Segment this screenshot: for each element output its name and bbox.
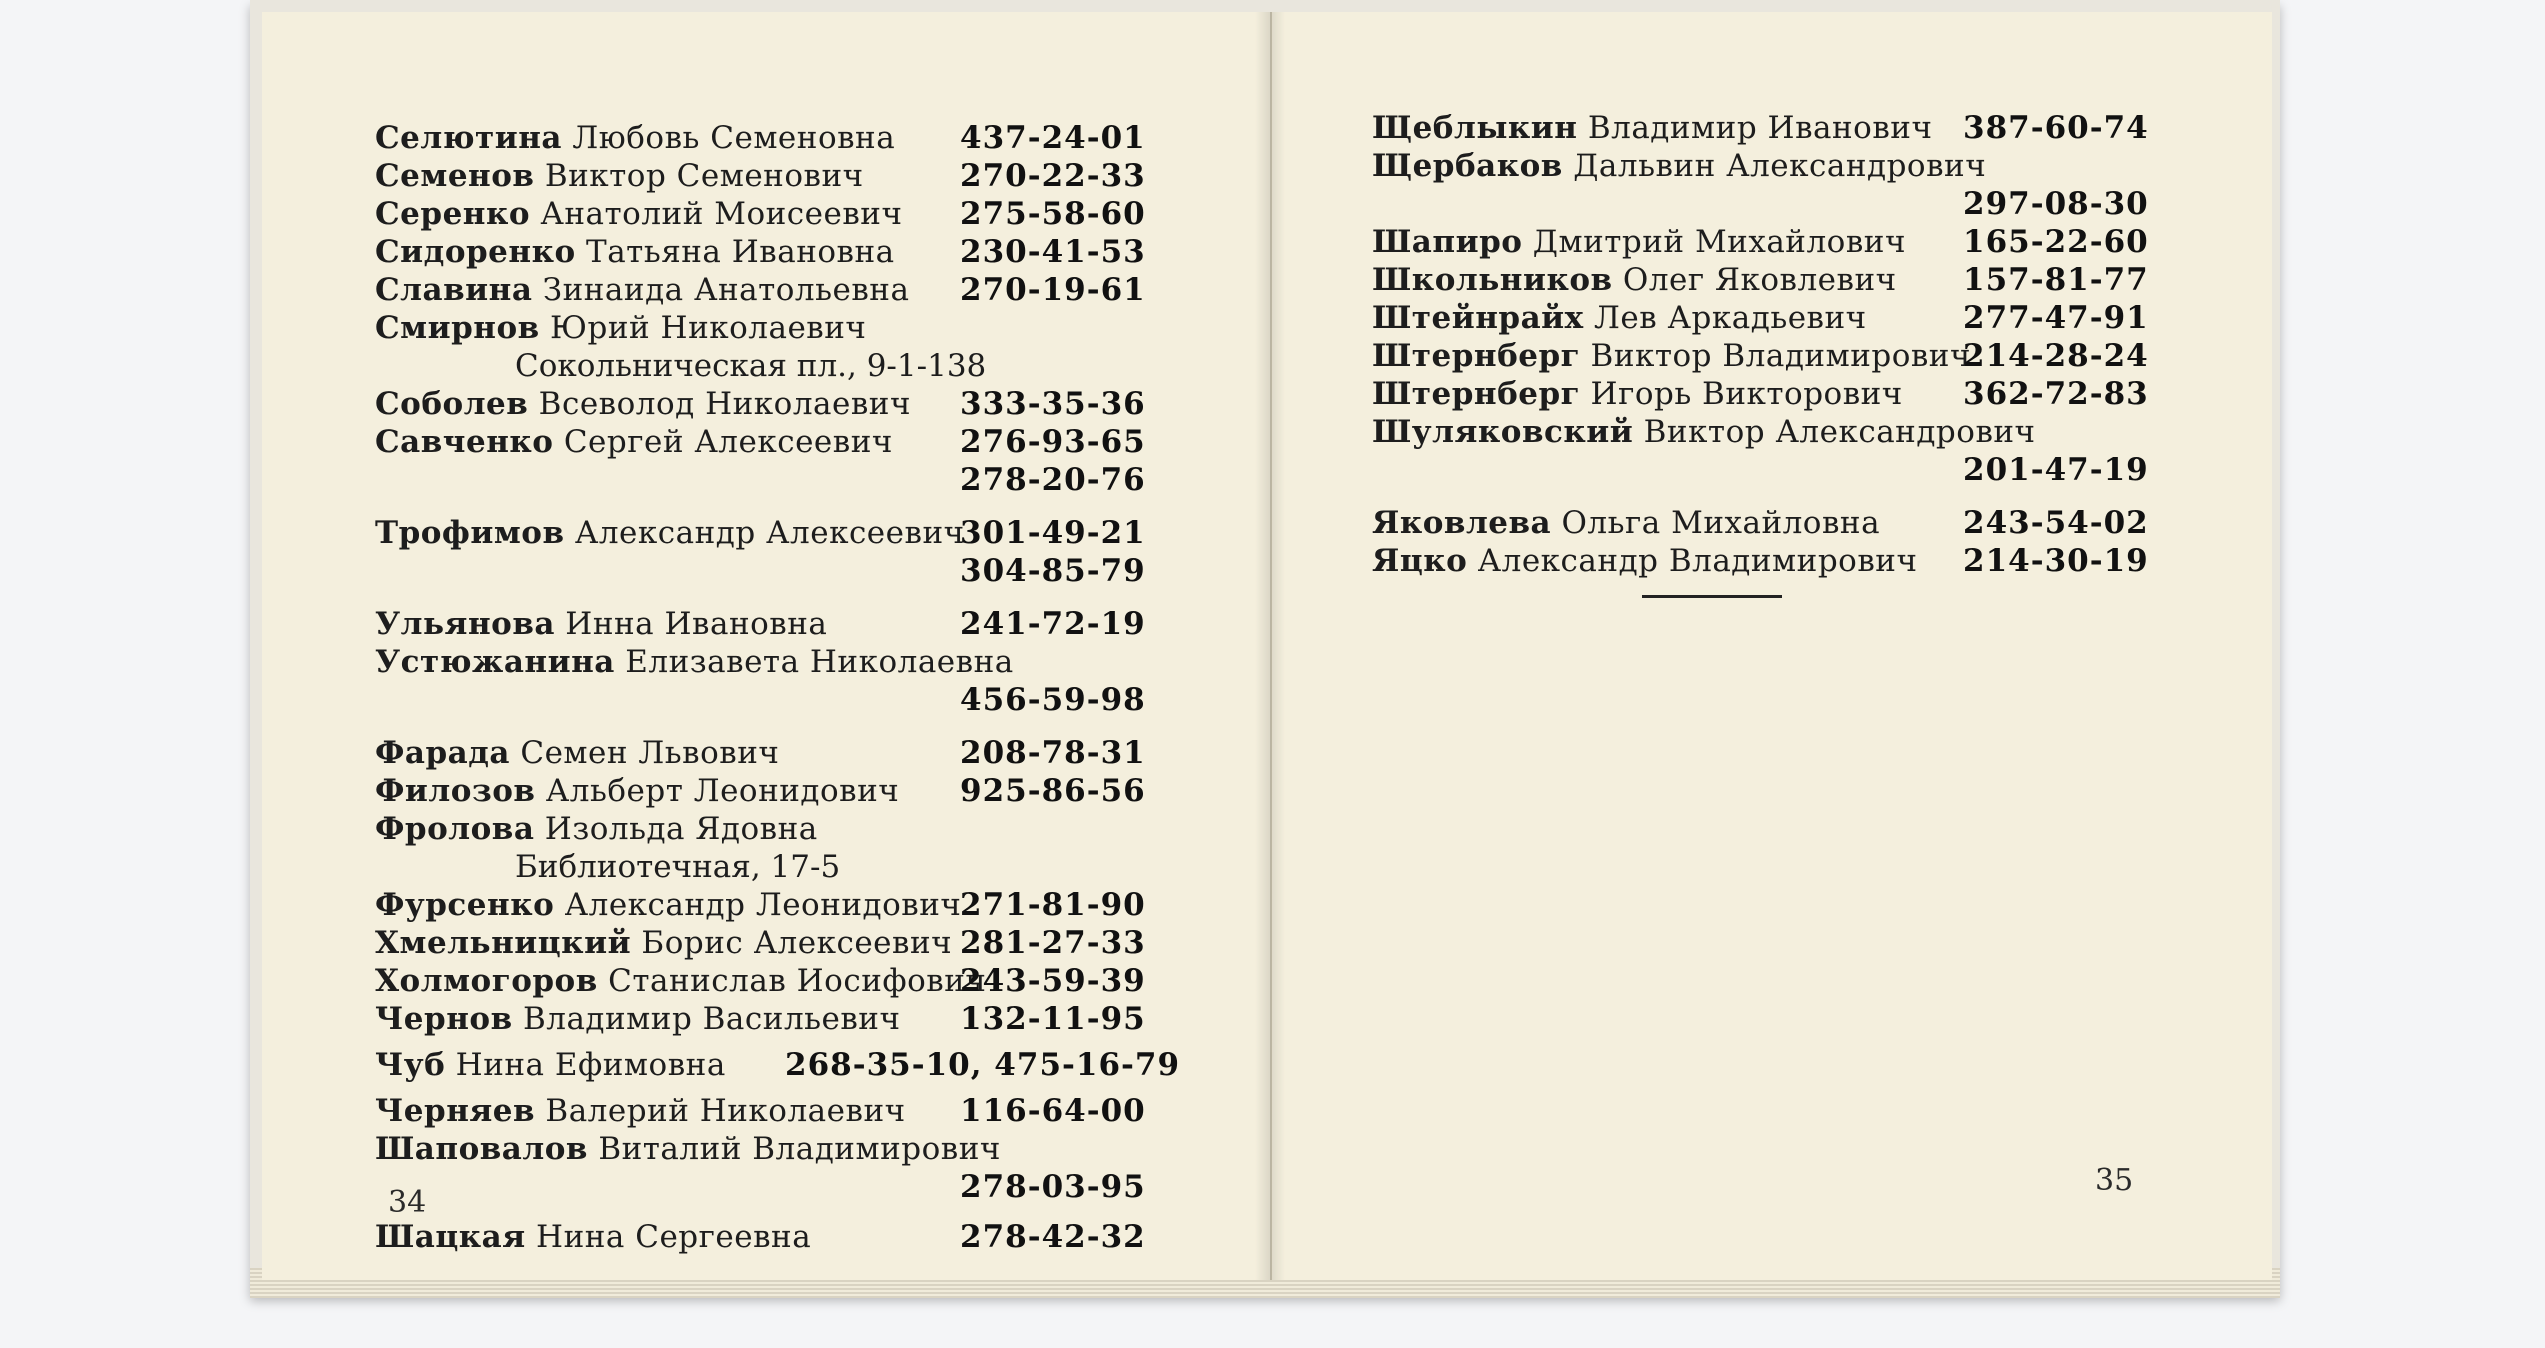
- entry-address: Сокольническая пл., 9-1-138: [515, 348, 987, 384]
- entry-surname: Филозов: [375, 773, 536, 809]
- directory-entry: [375, 1093, 906, 1129]
- entry-given-names: Виктор Александрович: [1633, 414, 2036, 450]
- entry-phone: 165-22-60: [1963, 224, 2149, 260]
- directory-entry: [1372, 148, 1986, 184]
- directory-entry: [375, 925, 952, 961]
- entry-phone: 270-22-33: [960, 158, 1146, 194]
- entry-surname: Савченко: [375, 424, 554, 460]
- directory-entry: [1372, 414, 2036, 450]
- entry-phone: 268-35-10, 475-16-79: [785, 1047, 1181, 1083]
- entry-given-names: Виктор Владимирович: [1580, 338, 1971, 374]
- entry-surname: Чуб: [375, 1047, 446, 1083]
- entry-phone: 301-49-21: [960, 515, 1146, 551]
- entry-surname: Шаповалов: [375, 1131, 588, 1167]
- entry-given-names: Юрий Николаевич: [539, 310, 867, 346]
- book-spine: [1255, 12, 1285, 1280]
- directory-entry: [375, 1131, 1001, 1167]
- directory-entry: [375, 1001, 900, 1037]
- entry-given-names: Дмитрий Михайлович: [1522, 224, 1906, 260]
- entry-phone: 362-72-83: [1963, 376, 2149, 412]
- entry-given-names: Нина Сергеевна: [525, 1219, 812, 1255]
- entry-phone: 243-59-39: [960, 963, 1146, 999]
- end-rule: [1642, 595, 1782, 598]
- directory-entry: [375, 386, 911, 422]
- entry-surname: Щеблыкин: [1372, 110, 1578, 146]
- directory-entry: [375, 773, 899, 809]
- entry-surname: Фарада: [375, 735, 511, 771]
- entry-address: Библиотечная, 17-5: [515, 849, 841, 885]
- entry-given-names: Дальвин Александрович: [1562, 148, 1987, 184]
- entry-surname: Смирнов: [375, 310, 540, 346]
- entry-given-names: Александр Леонидович: [554, 887, 962, 923]
- directory-entry: [375, 644, 1014, 680]
- directory-entry: [375, 234, 895, 270]
- entry-given-names: Валерий Николаевич: [535, 1093, 906, 1129]
- entry-phone: 278-03-95: [960, 1169, 1146, 1205]
- directory-entry: [375, 310, 866, 346]
- entry-phone: 243-54-02: [1963, 505, 2149, 541]
- entry-surname: Фролова: [375, 811, 535, 847]
- entry-surname: Школьников: [1372, 262, 1613, 298]
- entry-phone: 277-47-91: [1963, 300, 2149, 336]
- directory-entry: [1372, 262, 1897, 298]
- entry-surname: Штернберг: [1372, 376, 1581, 412]
- entry-phone: 278-42-32: [960, 1219, 1146, 1255]
- entry-phone: 297-08-30: [1963, 186, 2149, 222]
- directory-entry: [375, 735, 779, 771]
- entry-surname: Славина: [375, 272, 533, 308]
- directory-entry: [375, 158, 864, 194]
- entry-given-names: Лев Аркадьевич: [1583, 300, 1867, 336]
- entry-phone: 116-64-00: [960, 1093, 1146, 1129]
- directory-entry: [375, 120, 895, 156]
- entry-given-names: Борис Алексеевич: [631, 925, 953, 961]
- entry-given-names: Анатолий Моисеевич: [530, 196, 903, 232]
- entry-phone: 270-19-61: [960, 272, 1146, 308]
- entry-surname: Семенов: [375, 158, 535, 194]
- directory-entry: [1372, 505, 1880, 541]
- entry-given-names: Игорь Викторович: [1580, 376, 1903, 412]
- entry-given-names: Изольда Ядовна: [534, 811, 818, 847]
- entry-given-names: Зинаида Анатольевна: [532, 272, 910, 308]
- entry-phone: 925-86-56: [960, 773, 1146, 809]
- entry-given-names: Владимир Иванович: [1577, 110, 1933, 146]
- directory-entry: [375, 606, 827, 642]
- entry-given-names: Станислав Иосифович: [597, 963, 987, 999]
- entry-phone: 157-81-77: [1963, 262, 2149, 298]
- entry-phone: 214-28-24: [1963, 338, 2149, 374]
- entry-phone: 132-11-95: [960, 1001, 1146, 1037]
- directory-entry: [375, 887, 961, 923]
- entry-phone: 241-72-19: [960, 606, 1146, 642]
- directory-entry: [375, 1047, 726, 1083]
- entry-surname: Ульянова: [375, 606, 555, 642]
- entry-surname: Штернберг: [1372, 338, 1581, 374]
- entry-given-names: Елизавета Николаевна: [614, 644, 1014, 680]
- entry-phone: 437-24-01: [960, 120, 1146, 156]
- entry-given-names: Александр Владимирович: [1467, 543, 1918, 579]
- entry-phone: 281-27-33: [960, 925, 1146, 961]
- entry-surname: Сидоренко: [375, 234, 576, 270]
- entry-phone: 333-35-36: [960, 386, 1146, 422]
- entry-surname: Шацкая: [375, 1219, 526, 1255]
- entry-given-names: Татьяна Ивановна: [575, 234, 895, 270]
- entry-phone: 387-60-74: [1963, 110, 2149, 146]
- entry-given-names: Нина Ефимовна: [445, 1047, 726, 1083]
- entry-surname: Яцко: [1372, 543, 1468, 579]
- entry-given-names: Семен Львович: [510, 735, 780, 771]
- entry-given-names: Сергей Алексеевич: [553, 424, 893, 460]
- directory-entry: [375, 963, 986, 999]
- entry-given-names: Александр Алексеевич: [564, 515, 965, 551]
- directory-entry: [375, 424, 893, 460]
- entry-given-names: Олег Яковлевич: [1612, 262, 1897, 298]
- left-page-number: 34: [388, 1185, 427, 1220]
- entry-phone: 208-78-31: [960, 735, 1146, 771]
- entry-surname: Устюжанина: [375, 644, 615, 680]
- entry-phone: 271-81-90: [960, 887, 1146, 923]
- directory-entry: [1372, 543, 1917, 579]
- entry-phone: 201-47-19: [1963, 452, 2149, 488]
- entry-surname: Чернов: [375, 1001, 513, 1037]
- directory-entry: [1372, 376, 1903, 412]
- entry-surname: Штейнрайх: [1372, 300, 1584, 336]
- entry-surname: Селютина: [375, 120, 563, 156]
- entry-given-names: Ольга Михайловна: [1551, 505, 1881, 541]
- entry-surname: Черняев: [375, 1093, 536, 1129]
- entry-surname: Серенко: [375, 196, 531, 232]
- directory-entry: [1372, 110, 1932, 146]
- right-page-number: 35: [2095, 1163, 2134, 1198]
- entry-surname: Шуляковский: [1372, 414, 1634, 450]
- entry-given-names: Виктор Семенович: [534, 158, 864, 194]
- directory-entry: [1372, 224, 1906, 260]
- entry-surname: Щербаков: [1372, 148, 1563, 184]
- entry-surname: Трофимов: [375, 515, 565, 551]
- entry-given-names: Инна Ивановна: [554, 606, 828, 642]
- directory-entry: [1372, 338, 1971, 374]
- directory-entry: [375, 515, 965, 551]
- entry-phone: 276-93-65: [960, 424, 1146, 460]
- entry-surname: Соболев: [375, 386, 529, 422]
- entry-surname: Фурсенко: [375, 887, 555, 923]
- entry-phone: 304-85-79: [960, 553, 1146, 589]
- directory-entry: [375, 811, 818, 847]
- entry-given-names: Всеволод Николаевич: [528, 386, 911, 422]
- entry-surname: Холмогоров: [375, 963, 598, 999]
- entry-phone: 456-59-98: [960, 682, 1146, 718]
- entry-given-names: Альберт Леонидович: [535, 773, 900, 809]
- entry-phone: 230-41-53: [960, 234, 1146, 270]
- entry-phone: 278-20-76: [960, 462, 1146, 498]
- directory-entry: [375, 196, 902, 232]
- entry-given-names: Владимир Васильевич: [512, 1001, 901, 1037]
- entry-phone: 275-58-60: [960, 196, 1146, 232]
- directory-entry: [1372, 300, 1867, 336]
- entry-surname: Яковлева: [1372, 505, 1552, 541]
- directory-entry: [375, 1219, 811, 1255]
- entry-given-names: Виталий Владимирович: [587, 1131, 1001, 1167]
- entry-surname: Хмельницкий: [375, 925, 632, 961]
- entry-phone: 214-30-19: [1963, 543, 2149, 579]
- entry-surname: Шапиро: [1372, 224, 1523, 260]
- directory-entry: [375, 272, 909, 308]
- entry-given-names: Любовь Семеновна: [562, 120, 896, 156]
